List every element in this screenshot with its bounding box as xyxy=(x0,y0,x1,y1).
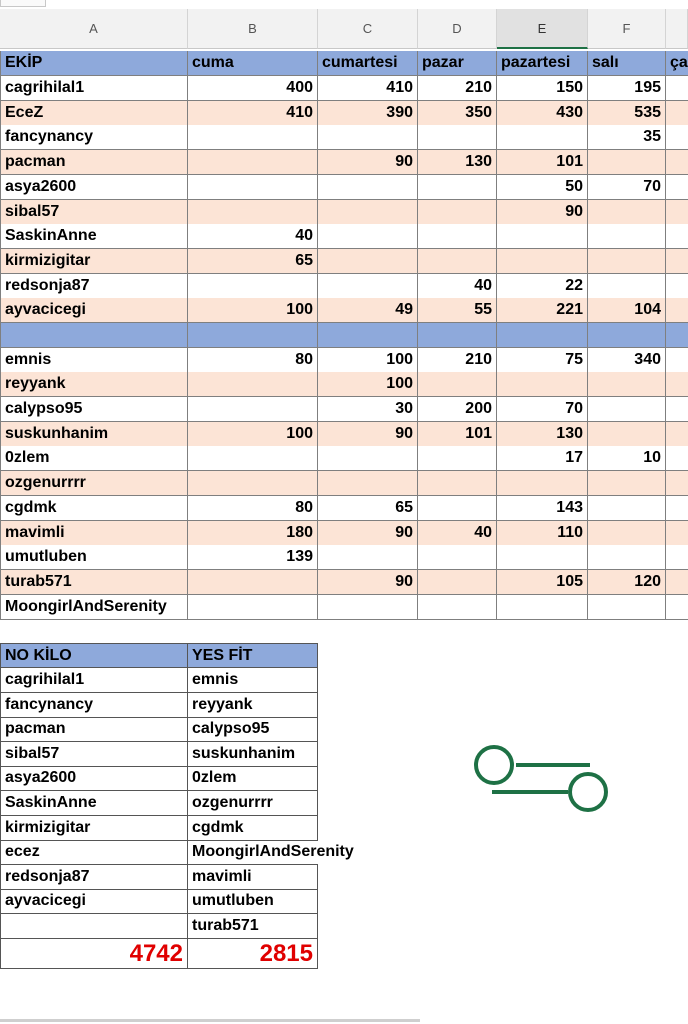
value-cell[interactable] xyxy=(588,496,666,521)
team-member-name[interactable]: pacman xyxy=(0,150,188,175)
value-cell[interactable] xyxy=(666,298,688,323)
value-cell[interactable] xyxy=(418,372,497,397)
value-cell[interactable] xyxy=(318,471,418,496)
value-cell[interactable] xyxy=(588,521,666,546)
value-cell[interactable] xyxy=(588,150,666,175)
value-cell[interactable] xyxy=(318,446,418,471)
value-cell[interactable] xyxy=(666,521,688,546)
yes-fit-total: 2815 xyxy=(188,939,318,969)
yes-fit-name[interactable]: umutluben xyxy=(188,889,318,914)
no-kilo-header: NO KİLO xyxy=(0,643,188,668)
team-member-name[interactable]: redsonja87 xyxy=(0,274,188,299)
value-cell[interactable]: 390 xyxy=(318,101,418,126)
value-cell[interactable] xyxy=(418,496,497,521)
value-cell[interactable]: 340 xyxy=(588,348,666,373)
value-cell[interactable] xyxy=(188,595,318,620)
value-cell[interactable]: 410 xyxy=(318,76,418,101)
value-cell[interactable]: 80 xyxy=(188,496,318,521)
yes-fit-name[interactable]: ozgenurrrr xyxy=(188,791,318,816)
value-cell[interactable]: 130 xyxy=(418,150,497,175)
value-cell[interactable] xyxy=(666,372,688,397)
value-cell[interactable]: 75 xyxy=(497,348,588,373)
yes-fit-name[interactable]: reyyank xyxy=(188,693,318,718)
empty-cell[interactable] xyxy=(588,323,666,348)
value-cell[interactable]: 210 xyxy=(418,348,497,373)
yes-fit-name[interactable]: mavimli xyxy=(188,865,318,890)
no-kilo-name[interactable]: ayvacicegi xyxy=(0,889,188,914)
column-header-g[interactable] xyxy=(666,9,688,49)
value-cell[interactable]: 90 xyxy=(318,150,418,175)
column-header-e[interactable]: E xyxy=(497,9,588,49)
value-cell[interactable] xyxy=(588,471,666,496)
team-member-name[interactable]: ayvacicegi xyxy=(0,298,188,323)
top-strip xyxy=(0,0,688,8)
value-cell[interactable]: 100 xyxy=(318,348,418,373)
yes-fit-name[interactable]: suskunhanim xyxy=(188,742,318,767)
scroll-divider xyxy=(0,1019,420,1022)
header-cell[interactable]: pazartesi xyxy=(497,51,588,76)
header-cell[interactable]: cuma xyxy=(188,51,318,76)
value-cell[interactable] xyxy=(497,595,588,620)
value-cell[interactable]: 10 xyxy=(588,446,666,471)
team-member-name[interactable]: MoongirlAndSerenity xyxy=(0,595,188,620)
header-cell[interactable]: salı xyxy=(588,51,666,76)
value-cell[interactable] xyxy=(588,249,666,274)
yes-fit-header: YES FİT xyxy=(188,643,318,668)
no-kilo-name[interactable]: fancynancy xyxy=(0,693,188,718)
value-cell[interactable] xyxy=(588,595,666,620)
no-kilo-name[interactable]: cagrihilal1 xyxy=(0,668,188,693)
value-cell[interactable] xyxy=(588,224,666,249)
yes-fit-name[interactable]: calypso95 xyxy=(188,717,318,742)
team-member-name[interactable]: cgdmk xyxy=(0,496,188,521)
name-box-stub[interactable] xyxy=(0,0,46,7)
empty-cell[interactable] xyxy=(0,323,188,348)
value-cell[interactable]: 100 xyxy=(188,422,318,447)
team-member-name[interactable]: 0zlem xyxy=(0,446,188,471)
value-cell[interactable]: 104 xyxy=(588,298,666,323)
no-kilo-name[interactable]: redsonja87 xyxy=(0,865,188,890)
value-cell[interactable] xyxy=(497,372,588,397)
value-cell[interactable] xyxy=(318,595,418,620)
team-member-name[interactable]: suskunhanim xyxy=(0,422,188,447)
value-cell[interactable]: 410 xyxy=(188,101,318,126)
empty-cell[interactable] xyxy=(188,323,318,348)
value-cell[interactable]: 55 xyxy=(418,298,497,323)
value-cell[interactable] xyxy=(188,446,318,471)
value-cell[interactable] xyxy=(666,101,688,126)
column-header-a[interactable]: A xyxy=(0,9,188,49)
value-cell[interactable] xyxy=(318,274,418,299)
value-cell[interactable]: 535 xyxy=(588,101,666,126)
yes-fit-name[interactable]: MoongirlAndSerenity xyxy=(188,840,318,865)
column-header-c[interactable]: C xyxy=(318,9,418,49)
no-kilo-name[interactable]: asya2600 xyxy=(0,766,188,791)
no-kilo-name[interactable]: SaskinAnne xyxy=(0,791,188,816)
team-member-name[interactable]: emnis xyxy=(0,348,188,373)
value-cell[interactable] xyxy=(666,76,688,101)
yes-fit-name[interactable]: emnis xyxy=(188,668,318,693)
value-cell[interactable] xyxy=(666,224,688,249)
value-cell[interactable] xyxy=(188,471,318,496)
value-cell[interactable] xyxy=(588,397,666,422)
header-cell[interactable]: pazar xyxy=(418,51,497,76)
value-cell[interactable]: 90 xyxy=(497,200,588,225)
value-cell[interactable]: 65 xyxy=(318,496,418,521)
value-cell[interactable] xyxy=(497,125,588,150)
no-kilo-name[interactable]: sibal57 xyxy=(0,742,188,767)
value-cell[interactable] xyxy=(666,446,688,471)
value-cell[interactable] xyxy=(666,397,688,422)
team-member-name[interactable]: ozgenurrrr xyxy=(0,471,188,496)
value-cell[interactable] xyxy=(418,570,497,595)
value-cell[interactable]: 139 xyxy=(188,545,318,570)
value-cell[interactable]: 22 xyxy=(497,274,588,299)
value-cell[interactable]: 130 xyxy=(497,422,588,447)
toggle-link-icon xyxy=(470,740,615,815)
value-cell[interactable]: 180 xyxy=(188,521,318,546)
team-member-name[interactable]: kirmizigitar xyxy=(0,249,188,274)
team-member-name[interactable]: EceZ xyxy=(0,101,188,126)
empty-cell[interactable] xyxy=(318,323,418,348)
team-member-name[interactable]: SaskinAnne xyxy=(0,224,188,249)
value-cell[interactable]: 100 xyxy=(318,372,418,397)
team-member-name[interactable]: umutluben xyxy=(0,545,188,570)
value-cell[interactable] xyxy=(418,224,497,249)
value-cell[interactable]: 49 xyxy=(318,298,418,323)
value-cell[interactable] xyxy=(666,422,688,447)
no-kilo-name[interactable]: ecez xyxy=(0,840,188,865)
value-cell[interactable]: 400 xyxy=(188,76,318,101)
yes-fit-name[interactable]: turab571 xyxy=(188,914,318,939)
team-member-name[interactable]: turab571 xyxy=(0,570,188,595)
value-cell[interactable]: 65 xyxy=(188,249,318,274)
yes-fit-name[interactable]: 0zlem xyxy=(188,766,318,791)
value-cell[interactable] xyxy=(188,175,318,200)
empty-cell[interactable] xyxy=(418,323,497,348)
value-cell[interactable] xyxy=(497,249,588,274)
value-cell[interactable] xyxy=(588,274,666,299)
value-cell[interactable] xyxy=(318,249,418,274)
value-cell[interactable]: 110 xyxy=(497,521,588,546)
value-cell[interactable]: 70 xyxy=(497,397,588,422)
value-cell[interactable] xyxy=(418,446,497,471)
column-header-f[interactable]: F xyxy=(588,9,666,49)
value-cell[interactable] xyxy=(418,125,497,150)
team-member-name[interactable]: calypso95 xyxy=(0,397,188,422)
value-cell[interactable] xyxy=(497,224,588,249)
value-cell[interactable]: 105 xyxy=(497,570,588,595)
value-cell[interactable] xyxy=(666,348,688,373)
value-cell[interactable] xyxy=(418,249,497,274)
team-member-name[interactable]: fancynancy xyxy=(0,125,188,150)
value-cell[interactable] xyxy=(666,175,688,200)
value-cell[interactable] xyxy=(666,200,688,225)
value-cell[interactable] xyxy=(188,150,318,175)
value-cell[interactable]: 30 xyxy=(318,397,418,422)
value-cell[interactable]: 101 xyxy=(497,150,588,175)
value-cell[interactable]: 40 xyxy=(418,521,497,546)
value-cell[interactable] xyxy=(497,545,588,570)
no-kilo-name[interactable] xyxy=(0,914,188,939)
team-member-name[interactable]: reyyank xyxy=(0,372,188,397)
value-cell[interactable] xyxy=(318,175,418,200)
value-cell[interactable]: 90 xyxy=(318,521,418,546)
value-cell[interactable] xyxy=(666,471,688,496)
value-cell[interactable] xyxy=(188,372,318,397)
team-member-name[interactable]: mavimli xyxy=(0,521,188,546)
value-cell[interactable]: 35 xyxy=(588,125,666,150)
value-cell[interactable] xyxy=(418,175,497,200)
empty-cell[interactable] xyxy=(666,323,688,348)
value-cell[interactable]: 200 xyxy=(418,397,497,422)
value-cell[interactable]: 221 xyxy=(497,298,588,323)
value-cell[interactable] xyxy=(418,545,497,570)
value-cell[interactable] xyxy=(666,545,688,570)
value-cell[interactable]: 90 xyxy=(318,570,418,595)
value-cell[interactable] xyxy=(188,125,318,150)
no-kilo-total: 4742 xyxy=(0,939,188,969)
value-cell[interactable]: 50 xyxy=(497,175,588,200)
value-cell[interactable] xyxy=(666,125,688,150)
value-cell[interactable]: 90 xyxy=(318,422,418,447)
value-cell[interactable]: 210 xyxy=(418,76,497,101)
value-cell[interactable] xyxy=(666,570,688,595)
no-kilo-name[interactable]: kirmizigitar xyxy=(0,816,188,841)
value-cell[interactable]: 40 xyxy=(418,274,497,299)
value-cell[interactable] xyxy=(418,471,497,496)
value-cell[interactable]: 100 xyxy=(188,298,318,323)
value-cell[interactable]: 101 xyxy=(418,422,497,447)
value-cell[interactable] xyxy=(588,372,666,397)
no-kilo-name[interactable]: pacman xyxy=(0,717,188,742)
team-member-name[interactable]: cagrihilal1 xyxy=(0,76,188,101)
value-cell[interactable]: 17 xyxy=(497,446,588,471)
value-cell[interactable]: 430 xyxy=(497,101,588,126)
yes-fit-name[interactable]: cgdmk xyxy=(188,816,318,841)
value-cell[interactable] xyxy=(666,249,688,274)
value-cell[interactable]: 350 xyxy=(418,101,497,126)
column-header-d[interactable]: D xyxy=(418,9,497,49)
team-member-name[interactable]: sibal57 xyxy=(0,200,188,225)
value-cell[interactable] xyxy=(666,496,688,521)
value-cell[interactable] xyxy=(188,274,318,299)
value-cell[interactable]: 195 xyxy=(588,76,666,101)
value-cell[interactable]: 120 xyxy=(588,570,666,595)
value-cell[interactable] xyxy=(666,150,688,175)
value-cell[interactable] xyxy=(188,570,318,595)
value-cell[interactable] xyxy=(418,595,497,620)
header-cell[interactable]: EKİP xyxy=(0,51,188,76)
value-cell[interactable] xyxy=(318,200,418,225)
value-cell[interactable] xyxy=(588,545,666,570)
value-cell[interactable] xyxy=(318,224,418,249)
value-cell[interactable] xyxy=(318,545,418,570)
column-header-b[interactable]: B xyxy=(188,9,318,49)
value-cell[interactable] xyxy=(418,200,497,225)
value-cell[interactable] xyxy=(588,422,666,447)
value-cell[interactable] xyxy=(188,397,318,422)
empty-cell[interactable] xyxy=(497,323,588,348)
value-cell[interactable]: 40 xyxy=(188,224,318,249)
value-cell[interactable] xyxy=(666,595,688,620)
team-member-name[interactable]: asya2600 xyxy=(0,175,188,200)
header-cell[interactable]: ça xyxy=(666,51,688,76)
header-cell[interactable]: cumartesi xyxy=(318,51,418,76)
value-cell[interactable] xyxy=(318,125,418,150)
value-cell[interactable]: 80 xyxy=(188,348,318,373)
value-cell[interactable] xyxy=(666,274,688,299)
value-cell[interactable]: 143 xyxy=(497,496,588,521)
value-cell[interactable]: 150 xyxy=(497,76,588,101)
value-cell[interactable] xyxy=(497,471,588,496)
value-cell[interactable] xyxy=(188,200,318,225)
value-cell[interactable] xyxy=(588,200,666,225)
value-cell[interactable]: 70 xyxy=(588,175,666,200)
